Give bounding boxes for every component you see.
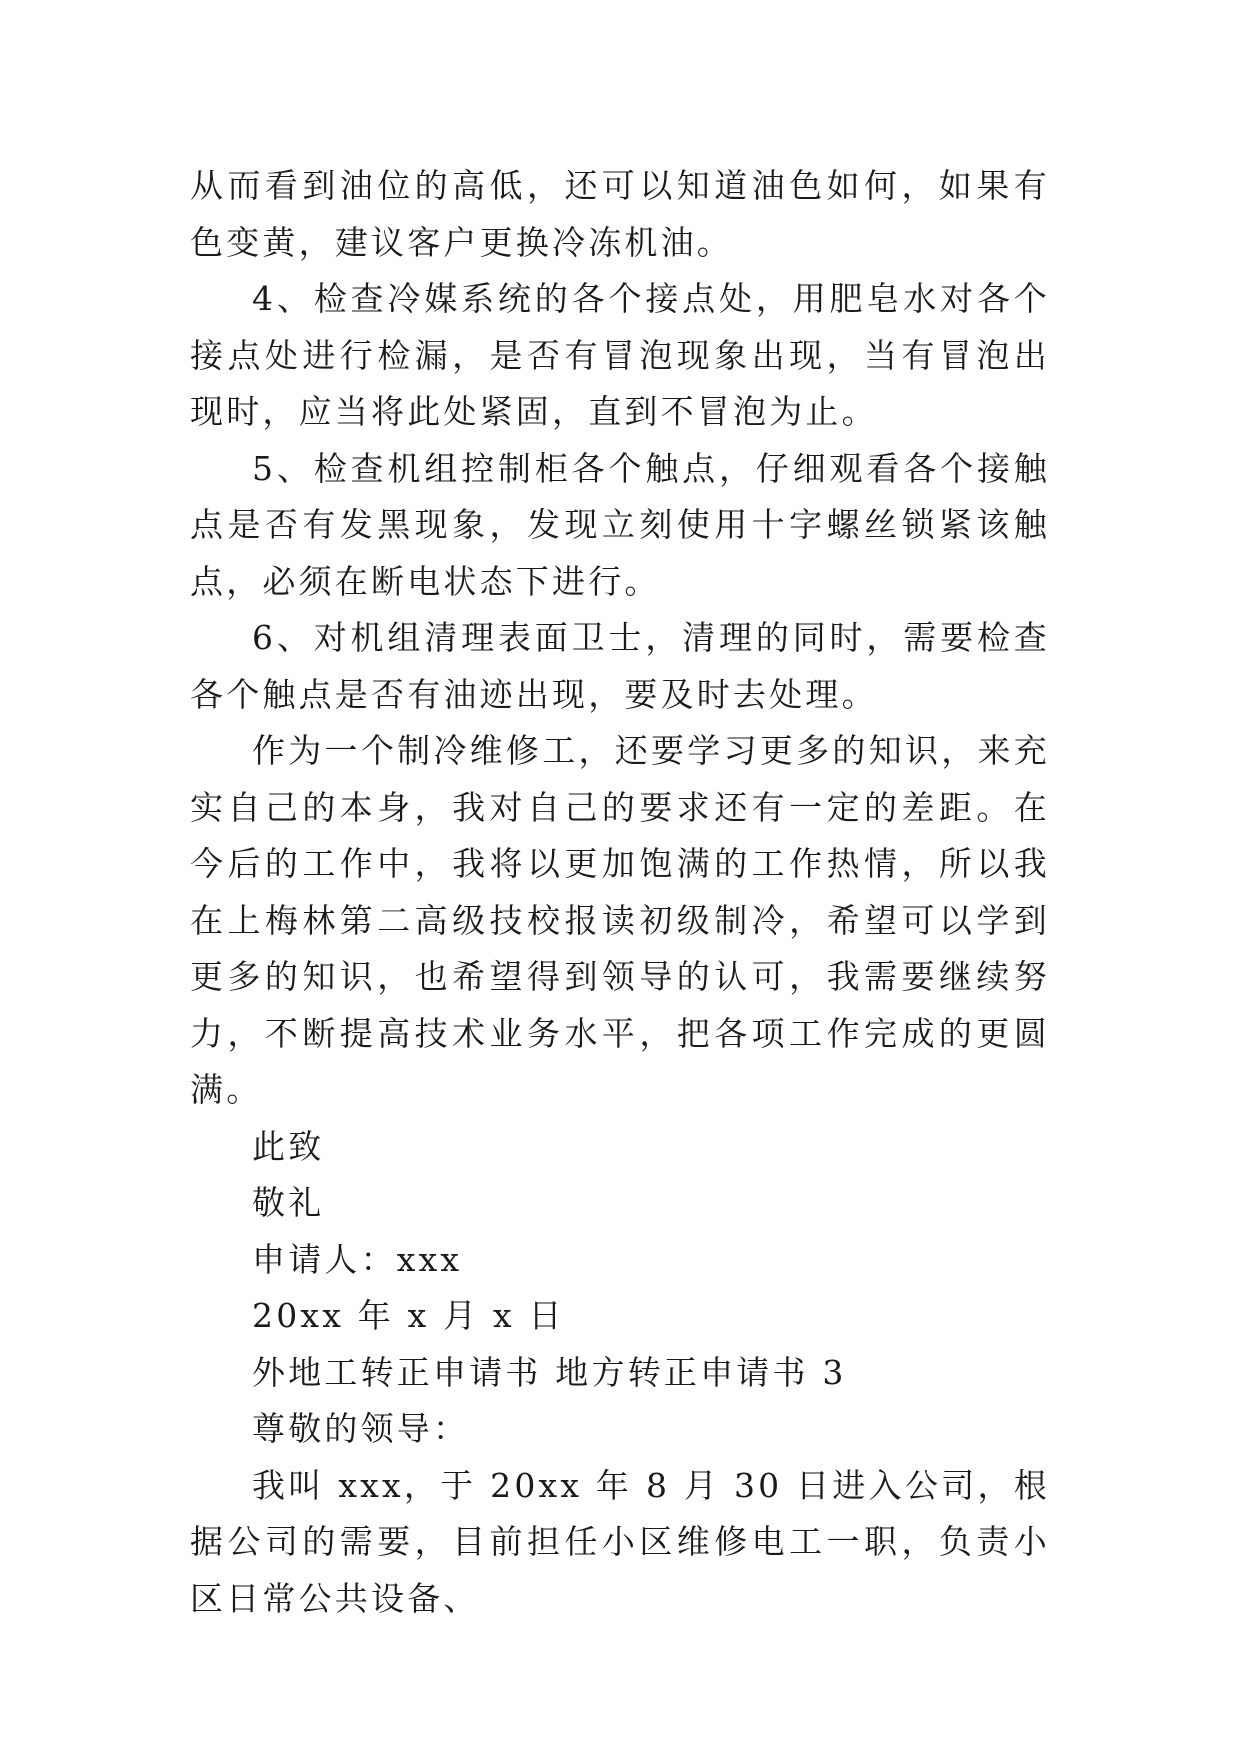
paragraph-continuation: 从而看到油位的高低，还可以知道油色如何，如果有色变黄，建议客户更换冷冻机油。	[190, 166, 1050, 262]
paragraph-intro: 我叫 xxx，于 20xx 年 8 月 30 日进入公司，根据公司的需要，目前担任小区维修电工一职，负责小区日常公共设备、	[190, 1465, 1050, 1618]
document-body	[190, 158, 1050, 1627]
paragraph-item-6: 6、对机组清理表面卫士，清理的同时，需要检查各个触点是否有油迹出现，要及时去处理。	[190, 618, 1050, 714]
section-title: 外地工转正申请书 地方转正申请书 3	[252, 1352, 847, 1392]
applicant-signature: 申请人：xxx	[252, 1239, 463, 1279]
paragraph-conclusion: 作为一个制冷维修工，还要学习更多的知识，来充实自己的本身，我对自己的要求还有一定的差距。在今后的工作中，我将以更加饱满的工作热情，所以我在上梅林第二高级技校报读初级制冷，希望可以学到更多的知识，也希望得到领导的认可，我需要继续努力，不断提高技术业务水平，把各项工作完成的更圆满。	[190, 731, 1050, 1109]
closing-salutation-1: 此致	[252, 1126, 325, 1166]
greeting: 尊敬的领导：	[252, 1409, 470, 1448]
paragraph-item-5: 5、检查机组控制柜各个触点，仔细观看各个接触点是否有发黑现象，发现立刻使用十字螺丝锁紧该触点，必须在断电状态下进行。	[190, 448, 1050, 601]
paragraph-item-4: 4、检查冷媒系统的各个接点处，用肥皂水对各个接点处进行检漏，是否有冒泡现象出现，当有冒泡出现时，应当将此处紧固，直到不冒泡为止。	[190, 279, 1050, 431]
closing-salutation-2: 敬礼	[252, 1183, 325, 1222]
signature-date: 20xx 年 x 月 x 日	[252, 1296, 565, 1335]
